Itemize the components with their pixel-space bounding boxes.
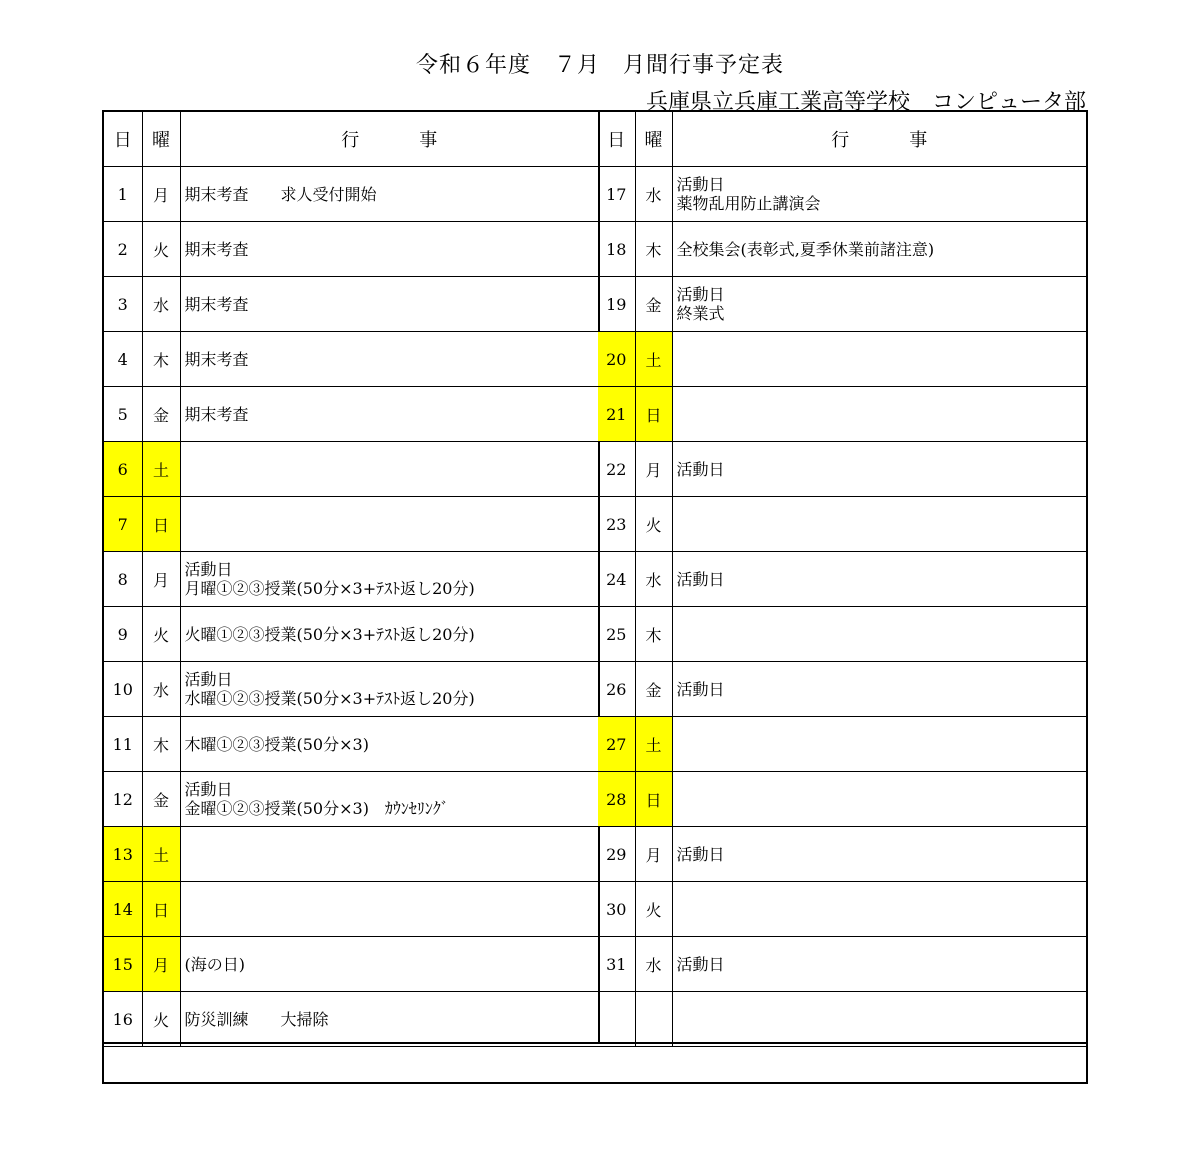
table-row bbox=[598, 222, 1086, 277]
day-cell: 17 bbox=[598, 167, 635, 222]
table-row bbox=[104, 442, 598, 497]
weekday-cell: 月 bbox=[635, 827, 672, 882]
weekday-cell: 土 bbox=[142, 827, 180, 882]
day-cell: 25 bbox=[598, 607, 635, 662]
weekday-cell: 月 bbox=[142, 167, 180, 222]
table-row bbox=[598, 882, 1086, 937]
day-cell: 23 bbox=[598, 497, 635, 552]
left-rows bbox=[104, 167, 598, 1047]
table-row bbox=[104, 937, 598, 992]
event-cell: 活動日 金曜①②③授業(50分×3) ｶｳﾝｾﾘﾝｸﾞ bbox=[180, 772, 598, 827]
day-cell: 12 bbox=[104, 772, 142, 827]
table-row bbox=[598, 607, 1086, 662]
header-day: 日 bbox=[104, 112, 142, 167]
event-cell bbox=[672, 387, 1086, 442]
event-cell bbox=[672, 332, 1086, 387]
event-cell bbox=[672, 992, 1086, 1047]
table-row bbox=[598, 552, 1086, 607]
weekday-cell: 火 bbox=[635, 882, 672, 937]
event-cell: 活動日 bbox=[672, 662, 1086, 717]
footer-band bbox=[104, 1042, 1086, 1084]
table-row bbox=[104, 332, 598, 387]
day-cell: 2 bbox=[104, 222, 142, 277]
weekday-cell: 火 bbox=[142, 992, 180, 1047]
weekday-cell: 日 bbox=[142, 882, 180, 937]
table-row bbox=[598, 827, 1086, 882]
weekday-cell: 木 bbox=[635, 607, 672, 662]
event-cell: 全校集会(表彰式,夏季休業前諸注意) bbox=[672, 222, 1086, 277]
event-cell: 防災訓練 大掃除 bbox=[180, 992, 598, 1047]
table-row bbox=[104, 662, 598, 717]
weekday-cell: 水 bbox=[635, 937, 672, 992]
day-cell: 24 bbox=[598, 552, 635, 607]
day-cell: 11 bbox=[104, 717, 142, 772]
day-cell: 13 bbox=[104, 827, 142, 882]
event-cell: 期末考査 bbox=[180, 332, 598, 387]
day-cell: 26 bbox=[598, 662, 635, 717]
day-cell: 29 bbox=[598, 827, 635, 882]
table-row bbox=[598, 937, 1086, 992]
event-cell: (海の日) bbox=[180, 937, 598, 992]
day-cell: 14 bbox=[104, 882, 142, 937]
table-row bbox=[104, 827, 598, 882]
table-row bbox=[104, 882, 598, 937]
event-cell: 活動日 bbox=[672, 552, 1086, 607]
day-cell: 30 bbox=[598, 882, 635, 937]
day-cell: 6 bbox=[104, 442, 142, 497]
weekday-cell: 金 bbox=[635, 277, 672, 332]
event-cell: 活動日 bbox=[672, 442, 1086, 497]
day-cell: 8 bbox=[104, 552, 142, 607]
weekday-cell: 木 bbox=[142, 332, 180, 387]
event-cell bbox=[672, 607, 1086, 662]
table-row bbox=[104, 497, 598, 552]
header-event: 行事 bbox=[180, 112, 598, 167]
header-row bbox=[598, 112, 1086, 167]
event-cell: 活動日 bbox=[672, 937, 1086, 992]
weekday-cell: 水 bbox=[142, 277, 180, 332]
day-cell: 9 bbox=[104, 607, 142, 662]
table-row bbox=[104, 222, 598, 277]
day-cell: 3 bbox=[104, 277, 142, 332]
day-cell: 16 bbox=[104, 992, 142, 1047]
table-row bbox=[598, 442, 1086, 497]
weekday-cell: 金 bbox=[142, 387, 180, 442]
day-cell: 1 bbox=[104, 167, 142, 222]
event-cell bbox=[672, 717, 1086, 772]
event-cell: 期末考査 bbox=[180, 387, 598, 442]
weekday-cell: 月 bbox=[142, 937, 180, 992]
weekday-cell: 水 bbox=[635, 552, 672, 607]
event-cell: 活動日 薬物乱用防止講演会 bbox=[672, 167, 1086, 222]
weekday-cell: 土 bbox=[635, 332, 672, 387]
day-cell: 27 bbox=[598, 717, 635, 772]
header-row bbox=[104, 112, 598, 167]
day-cell: 5 bbox=[104, 387, 142, 442]
table-row bbox=[598, 992, 1086, 1047]
day-cell: 19 bbox=[598, 277, 635, 332]
schedule-sheet bbox=[102, 110, 1088, 1084]
weekday-cell: 日 bbox=[635, 772, 672, 827]
table-row bbox=[104, 277, 598, 332]
weekday-cell: 金 bbox=[142, 772, 180, 827]
table-row bbox=[598, 662, 1086, 717]
event-cell: 火曜①②③授業(50分×3+ﾃｽﾄ返し20分) bbox=[180, 607, 598, 662]
header-day: 日 bbox=[598, 112, 635, 167]
weekday-cell: 土 bbox=[635, 717, 672, 772]
weekday-cell: 日 bbox=[635, 387, 672, 442]
weekday-cell: 土 bbox=[142, 442, 180, 497]
table-row bbox=[104, 387, 598, 442]
schedule-right-half bbox=[598, 112, 1086, 1042]
table-row bbox=[104, 772, 598, 827]
weekday-cell: 木 bbox=[142, 717, 180, 772]
weekday-cell: 木 bbox=[635, 222, 672, 277]
weekday-cell: 月 bbox=[635, 442, 672, 497]
weekday-cell: 月 bbox=[142, 552, 180, 607]
table-row bbox=[104, 607, 598, 662]
weekday-cell: 火 bbox=[142, 607, 180, 662]
day-cell: 7 bbox=[104, 497, 142, 552]
table-row bbox=[598, 332, 1086, 387]
day-cell: 22 bbox=[598, 442, 635, 497]
weekday-cell: 日 bbox=[142, 497, 180, 552]
weekday-cell bbox=[635, 992, 672, 1047]
table-row bbox=[598, 387, 1086, 442]
event-cell: 活動日 終業式 bbox=[672, 277, 1086, 332]
table-row bbox=[104, 717, 598, 772]
event-cell: 期末考査 bbox=[180, 277, 598, 332]
day-cell: 10 bbox=[104, 662, 142, 717]
day-cell: 18 bbox=[598, 222, 635, 277]
event-cell: 活動日 月曜①②③授業(50分×3+ﾃｽﾄ返し20分) bbox=[180, 552, 598, 607]
page-title: 令和６年度 ７月 月間行事予定表 bbox=[415, 53, 784, 78]
schedule-left-half bbox=[104, 112, 600, 1042]
weekday-cell: 水 bbox=[142, 662, 180, 717]
event-cell bbox=[180, 882, 598, 937]
event-cell bbox=[180, 827, 598, 882]
table-row bbox=[598, 277, 1086, 332]
table-row bbox=[598, 497, 1086, 552]
day-cell: 15 bbox=[104, 937, 142, 992]
school-club-name: 兵庫県立兵庫工業高等学校 コンピュータ部 bbox=[645, 90, 1086, 115]
day-cell: 21 bbox=[598, 387, 635, 442]
event-cell: 期末考査 bbox=[180, 222, 598, 277]
header-event: 行事 bbox=[672, 112, 1086, 167]
table-row bbox=[598, 167, 1086, 222]
weekday-cell: 金 bbox=[635, 662, 672, 717]
header-weekday: 曜 bbox=[635, 112, 672, 167]
weekday-cell: 火 bbox=[635, 497, 672, 552]
table-row bbox=[598, 717, 1086, 772]
event-cell bbox=[180, 497, 598, 552]
weekday-cell: 水 bbox=[635, 167, 672, 222]
table-row bbox=[104, 552, 598, 607]
header-weekday: 曜 bbox=[142, 112, 180, 167]
day-cell: 28 bbox=[598, 772, 635, 827]
event-cell bbox=[672, 882, 1086, 937]
table-row bbox=[598, 772, 1086, 827]
event-cell: 木曜①②③授業(50分×3) bbox=[180, 717, 598, 772]
event-cell bbox=[672, 497, 1086, 552]
event-cell: 活動日 水曜①②③授業(50分×3+ﾃｽﾄ返し20分) bbox=[180, 662, 598, 717]
table-row bbox=[104, 992, 598, 1047]
day-cell: 20 bbox=[598, 332, 635, 387]
weekday-cell: 火 bbox=[142, 222, 180, 277]
day-cell: 31 bbox=[598, 937, 635, 992]
day-cell: 4 bbox=[104, 332, 142, 387]
schedule-table-left bbox=[104, 112, 598, 1047]
table-row bbox=[104, 167, 598, 222]
event-cell bbox=[180, 442, 598, 497]
right-rows bbox=[598, 167, 1086, 1047]
event-cell bbox=[672, 772, 1086, 827]
event-cell: 活動日 bbox=[672, 827, 1086, 882]
day-cell bbox=[598, 992, 635, 1047]
event-cell: 期末考査 求人受付開始 bbox=[180, 167, 598, 222]
schedule-table-right bbox=[598, 112, 1086, 1047]
